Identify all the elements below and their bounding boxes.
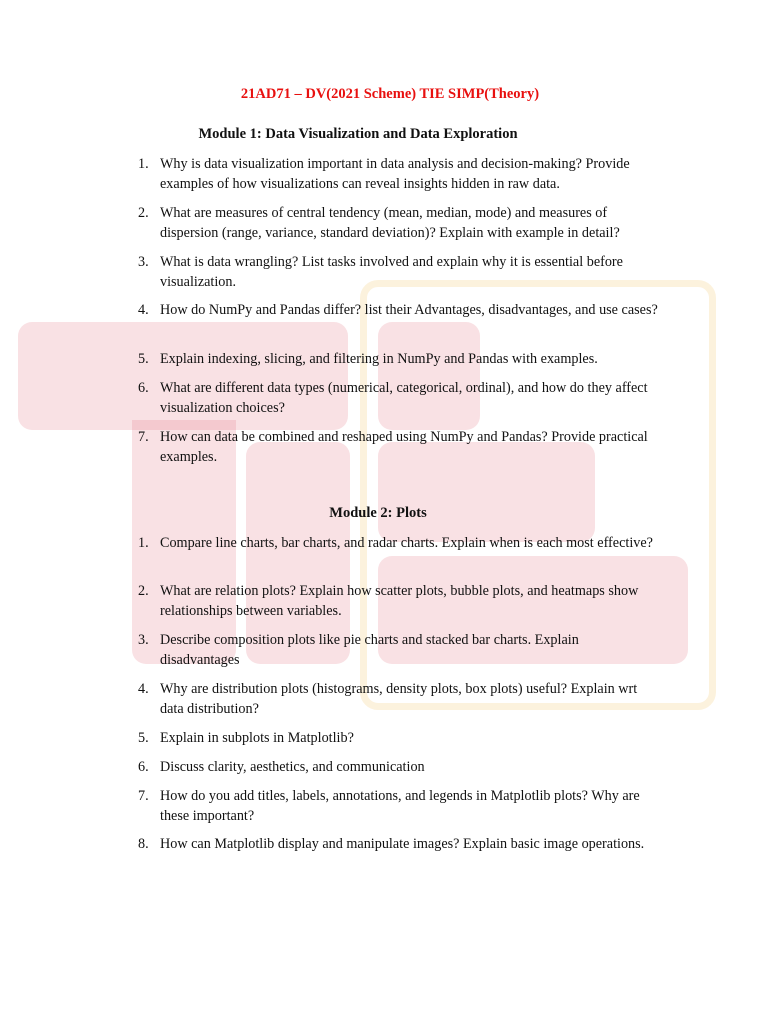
question-text: How can data be combined and reshaped using NumPy and Pandas? Provide practical examples. [160, 429, 648, 465]
question-number: 7. [138, 429, 149, 445]
question-text: Discuss clarity, aesthetics, and communication [160, 759, 425, 775]
question-number: 3. [138, 254, 149, 270]
question-number: 6. [138, 759, 149, 775]
question-number: 5. [138, 730, 149, 746]
question-number: 1. [138, 535, 149, 551]
module-1-heading: Module 1: Data Visualization and Data Exploration [198, 126, 518, 142]
question-text: How do you add titles, labels, annotations, and legends in Matplotlib plots? Why are these important? [160, 788, 640, 824]
question-number: 2. [138, 205, 149, 221]
question-text: What is data wrangling? List tasks involved and explain why it is essential before visualization. [160, 254, 623, 290]
question-number: 5. [138, 351, 149, 367]
question-text: Explain in subplots in Matplotlib? [160, 730, 354, 746]
question-number: 8. [138, 836, 149, 852]
question-text: What are relation plots? Explain how scatter plots, bubble plots, and heatmaps show relationships between variables. [160, 583, 639, 619]
question-text: Explain indexing, slicing, and filtering in NumPy and Pandas with examples. [160, 351, 598, 367]
question-text: Why is data visualization important in data analysis and decision-making? Provide examples of how visualizations can reveal insights hidden in raw data. [160, 156, 630, 192]
question-text: How can Matplotlib display and manipulate images? Explain basic image operations. [160, 836, 645, 852]
question-number: 1. [138, 156, 149, 172]
question-text: Compare line charts, bar charts, and radar charts. Explain when is each most effective? [160, 535, 653, 551]
module-2-heading: Module 2: Plots [329, 505, 427, 521]
question-text: Why are distribution plots (histograms, density plots, box plots) useful? Explain wrt data distribution? [160, 681, 638, 717]
question-text: What are different data types (numerical, categorical, ordinal), and how do they affect visualization choices? [160, 380, 648, 416]
question-text: What are measures of central tendency (mean, median, mode) and measures of dispersion (range, variance, standard deviation)? Explain with example in detail? [160, 205, 620, 241]
question-number: 3. [138, 632, 149, 648]
question-number: 6. [138, 380, 149, 396]
question-number: 4. [138, 681, 149, 697]
question-number: 2. [138, 583, 149, 599]
document-title: 21AD71 – DV(2021 Scheme) TIE SIMP(Theory) [240, 86, 540, 102]
question-number: 7. [138, 788, 149, 804]
question-text: How do NumPy and Pandas differ? list their Advantages, disadvantages, and use cases? [160, 302, 658, 318]
question-text: Describe composition plots like pie charts and stacked bar charts. Explain disadvantages [160, 632, 579, 668]
question-number: 4. [138, 302, 149, 318]
